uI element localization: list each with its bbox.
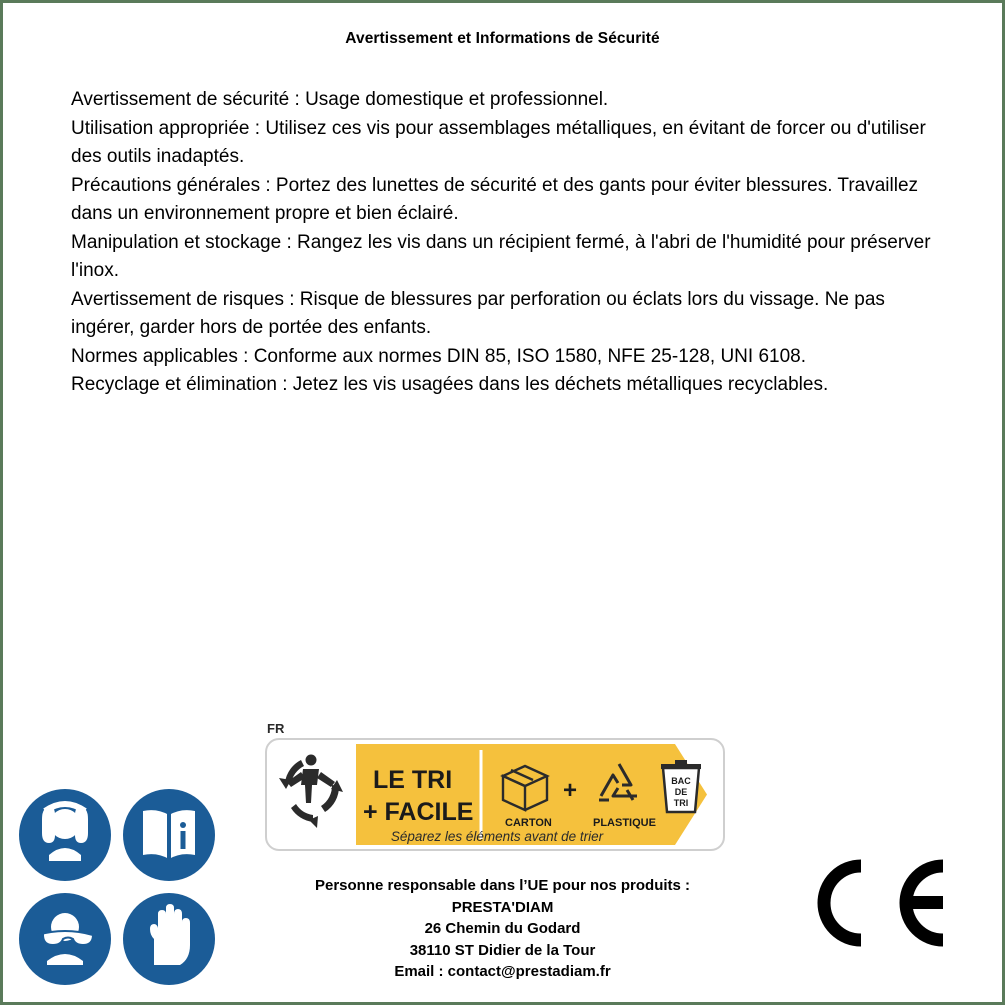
svg-text:+ FACILE: + FACILE bbox=[363, 798, 474, 826]
paragraph-standards: Normes applicables : Conforme aux normes DIN 85, ISO 1580, NFE 25-128, UNI 6108. bbox=[71, 345, 807, 367]
svg-text:BAC: BAC bbox=[671, 776, 691, 786]
svg-text:DE: DE bbox=[674, 787, 688, 797]
paragraph-handling-storage: Manipulation et stockage : Rangez les vis dans un récipient fermé, à l'abri de l'humidité pour préserver l'inox. bbox=[71, 231, 931, 281]
paragraph-safety-warning: Avertissement de sécurité : Usage domestique et professionnel. bbox=[71, 89, 609, 110]
responsible-heading: Personne responsable dans l’UE pour nos produits : bbox=[314, 877, 691, 894]
responsible-address-line2: 38110 ST Didier de la Tour bbox=[409, 941, 596, 959]
responsible-address-line1: 26 Chemin du Godard bbox=[424, 920, 581, 937]
tri-locale-label: FR bbox=[267, 721, 285, 736]
svg-text:+: + bbox=[563, 777, 578, 804]
svg-text:PLASTIQUE: PLASTIQUE bbox=[593, 817, 656, 829]
read-instructions-icon bbox=[123, 789, 215, 881]
safety-information-text bbox=[71, 86, 932, 400]
svg-text:LE TRI: LE TRI bbox=[373, 766, 453, 794]
svg-text:CARTON: CARTON bbox=[505, 817, 552, 829]
paragraph-proper-use: Utilisation appropriée : Utilisez ces vis pour assemblages métalliques, en évitant de forcer ou d'utiliser des outils inadaptés. bbox=[71, 117, 926, 167]
tri-facile-label bbox=[265, 721, 727, 853]
paragraph-recycling: Recyclage et élimination : Jetez les vis usagées dans les déchets métalliques recyclables. bbox=[71, 374, 829, 395]
paragraph-risk-warning: Avertissement de risques : Risque de blessures par perforation ou éclats lors du vissage. Ne pas ingérer, garder hors de portée des enfants. bbox=[71, 288, 885, 338]
responsible-email: Email : contact@prestadiam.fr bbox=[394, 963, 611, 980]
responsible-person-block bbox=[3, 875, 1002, 983]
svg-text:Séparez les éléments avant de: Séparez les éléments avant de trier bbox=[390, 829, 604, 844]
svg-text:TRI: TRI bbox=[673, 798, 689, 808]
ear-protection-icon bbox=[19, 789, 111, 881]
responsible-company: PRESTA'DIAM bbox=[451, 898, 554, 916]
tri-label-box bbox=[265, 738, 725, 851]
page-title: Avertissement et Informations de Sécurité bbox=[345, 30, 660, 47]
paragraph-general-precautions: Précautions générales : Portez des lunettes de sécurité et des gants pour éviter blessures. Travaillez dans un environnement propre et bien éclairé. bbox=[71, 174, 919, 224]
